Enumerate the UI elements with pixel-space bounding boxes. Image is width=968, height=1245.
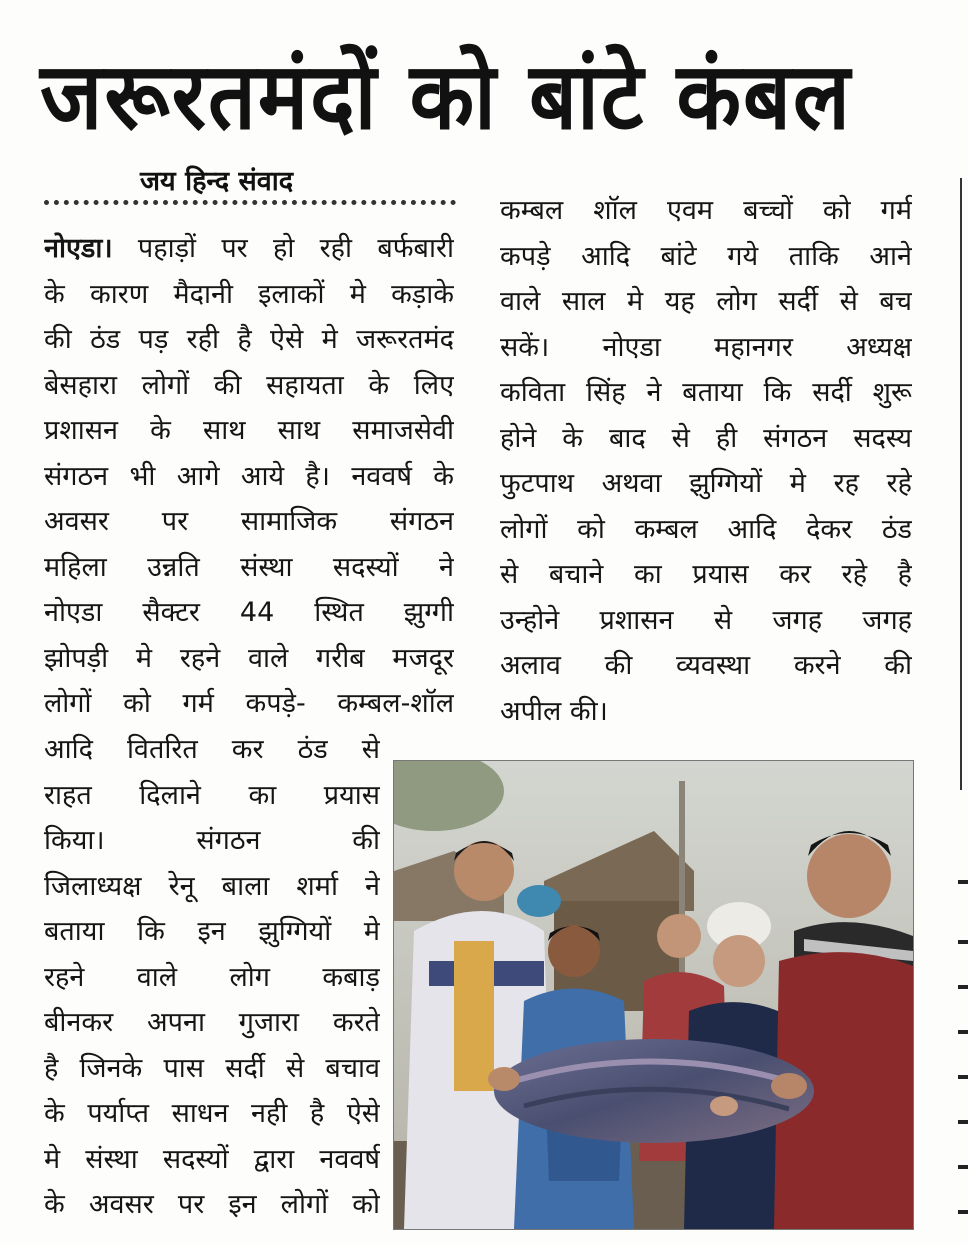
article-line: बेसहारा लोगों की सहायता के लिए bbox=[44, 369, 454, 401]
person-head bbox=[713, 935, 765, 987]
article-line: की ठंड पड़ रही है ऐसे मे जरूरतमंद bbox=[44, 324, 454, 355]
article-line: होने के बाद से ही संगठन सदस्य bbox=[500, 422, 912, 454]
article-line: मे संस्था सदस्यों द्वारा नववर्ष bbox=[44, 1143, 380, 1175]
text-fragment-mark bbox=[958, 940, 968, 944]
article-line: लोगों को कम्बल आदि देकर ठंड bbox=[500, 513, 912, 545]
article-line: उन्होने प्रशासन से जगह जगह bbox=[500, 604, 912, 636]
article-line: वाले साल मे यह लोग सर्दी से बच bbox=[500, 286, 912, 317]
article-line: कपड़े आदि बांटे गये ताकि आने bbox=[500, 240, 912, 272]
dateline: नोएडा। bbox=[44, 233, 113, 264]
text-fragment-mark bbox=[958, 1120, 968, 1124]
article-line: अलाव की व्यवस्था करने की bbox=[500, 650, 912, 681]
text-fragment-mark bbox=[958, 985, 968, 989]
article-column-left-lower bbox=[44, 727, 380, 1228]
article-line: लोगों को गर्म कपड़े- कम्बल-शॉल bbox=[44, 688, 454, 719]
article-line: कविता सिंह ने बताया कि सर्दी शुरू bbox=[500, 377, 912, 408]
hand bbox=[710, 1096, 738, 1116]
article-line: राहत दिलाने का प्रयास bbox=[44, 779, 380, 811]
article-line: प्रशासन के साथ साथ समाजसेवी bbox=[44, 415, 454, 446]
article-line: सकें। नोएडा महानगर अध्यक्ष bbox=[500, 331, 912, 363]
article-line: झोपड़ी मे रहने वाले गरीब मजदूर bbox=[44, 642, 454, 674]
person-head bbox=[807, 834, 891, 918]
article-line: के अवसर पर इन लोगों को bbox=[44, 1189, 380, 1220]
article-line: के कारण मैदानी इलाकों मे कड़ाके bbox=[44, 278, 454, 310]
byline-dotted-rule bbox=[44, 200, 456, 205]
article-line: बताया कि इन झुग्गियों मे bbox=[44, 916, 380, 947]
article-line: किया। संगठन की bbox=[44, 825, 380, 856]
article-line: नोएडा सैक्टर 44 स्थित झुग्गी bbox=[44, 597, 454, 628]
article-line: अपील की। bbox=[500, 695, 608, 727]
article-column-left bbox=[44, 226, 454, 727]
text-fragment-mark bbox=[958, 1165, 968, 1169]
photo-illustration bbox=[394, 761, 913, 1229]
text-fragment-mark bbox=[958, 880, 968, 884]
article-line: नोएडा। पहाड़ों पर हो रही बर्फबारी bbox=[44, 233, 454, 264]
article-line: कम्बल शॉल एवम बच्चों को गर्म bbox=[500, 195, 912, 226]
article-line: जिलाध्यक्ष रेनू बाला शर्मा ने bbox=[44, 870, 380, 902]
hand bbox=[488, 1067, 520, 1091]
byline: जय हिन्द संवाद bbox=[140, 166, 294, 197]
person-cap bbox=[517, 885, 561, 917]
blanket-distribution-photo bbox=[393, 760, 914, 1230]
adjacent-column-fragment bbox=[956, 880, 968, 1240]
text-fragment-mark bbox=[958, 1030, 968, 1034]
article-line: अवसर पर सामाजिक संगठन bbox=[44, 506, 454, 537]
article-line: महिला उन्नति संस्था सदस्यों ने bbox=[44, 551, 454, 583]
column-rule-right bbox=[960, 178, 962, 790]
headline: जरूरतमंदों को बांटे कंबल bbox=[40, 42, 852, 150]
article-line: रहने वाले लोग कबाड़ bbox=[44, 961, 380, 993]
article-line: बीनकर अपना गुजारा करते bbox=[44, 1007, 380, 1038]
person-head bbox=[657, 914, 701, 958]
article-line: फुटपाथ अथवा झुग्गियों मे रह रहे bbox=[500, 468, 912, 499]
article-line: है जिनके पास सर्दी से बचाव bbox=[44, 1052, 380, 1084]
hand bbox=[771, 1073, 807, 1099]
article-column-right bbox=[500, 188, 912, 734]
article-line: संगठन भी आगे आये है। नववर्ष के bbox=[44, 460, 454, 492]
text-fragment-mark bbox=[958, 1075, 968, 1079]
jacket-vest bbox=[454, 941, 494, 1091]
article-line: से बचाने का प्रयास कर रहे है bbox=[500, 559, 912, 590]
article-line: के पर्याप्त साधन नही है ऐसे bbox=[44, 1098, 380, 1129]
text-fragment-mark bbox=[958, 1210, 968, 1214]
article-line: आदि वितरित कर ठंड से bbox=[44, 734, 380, 765]
